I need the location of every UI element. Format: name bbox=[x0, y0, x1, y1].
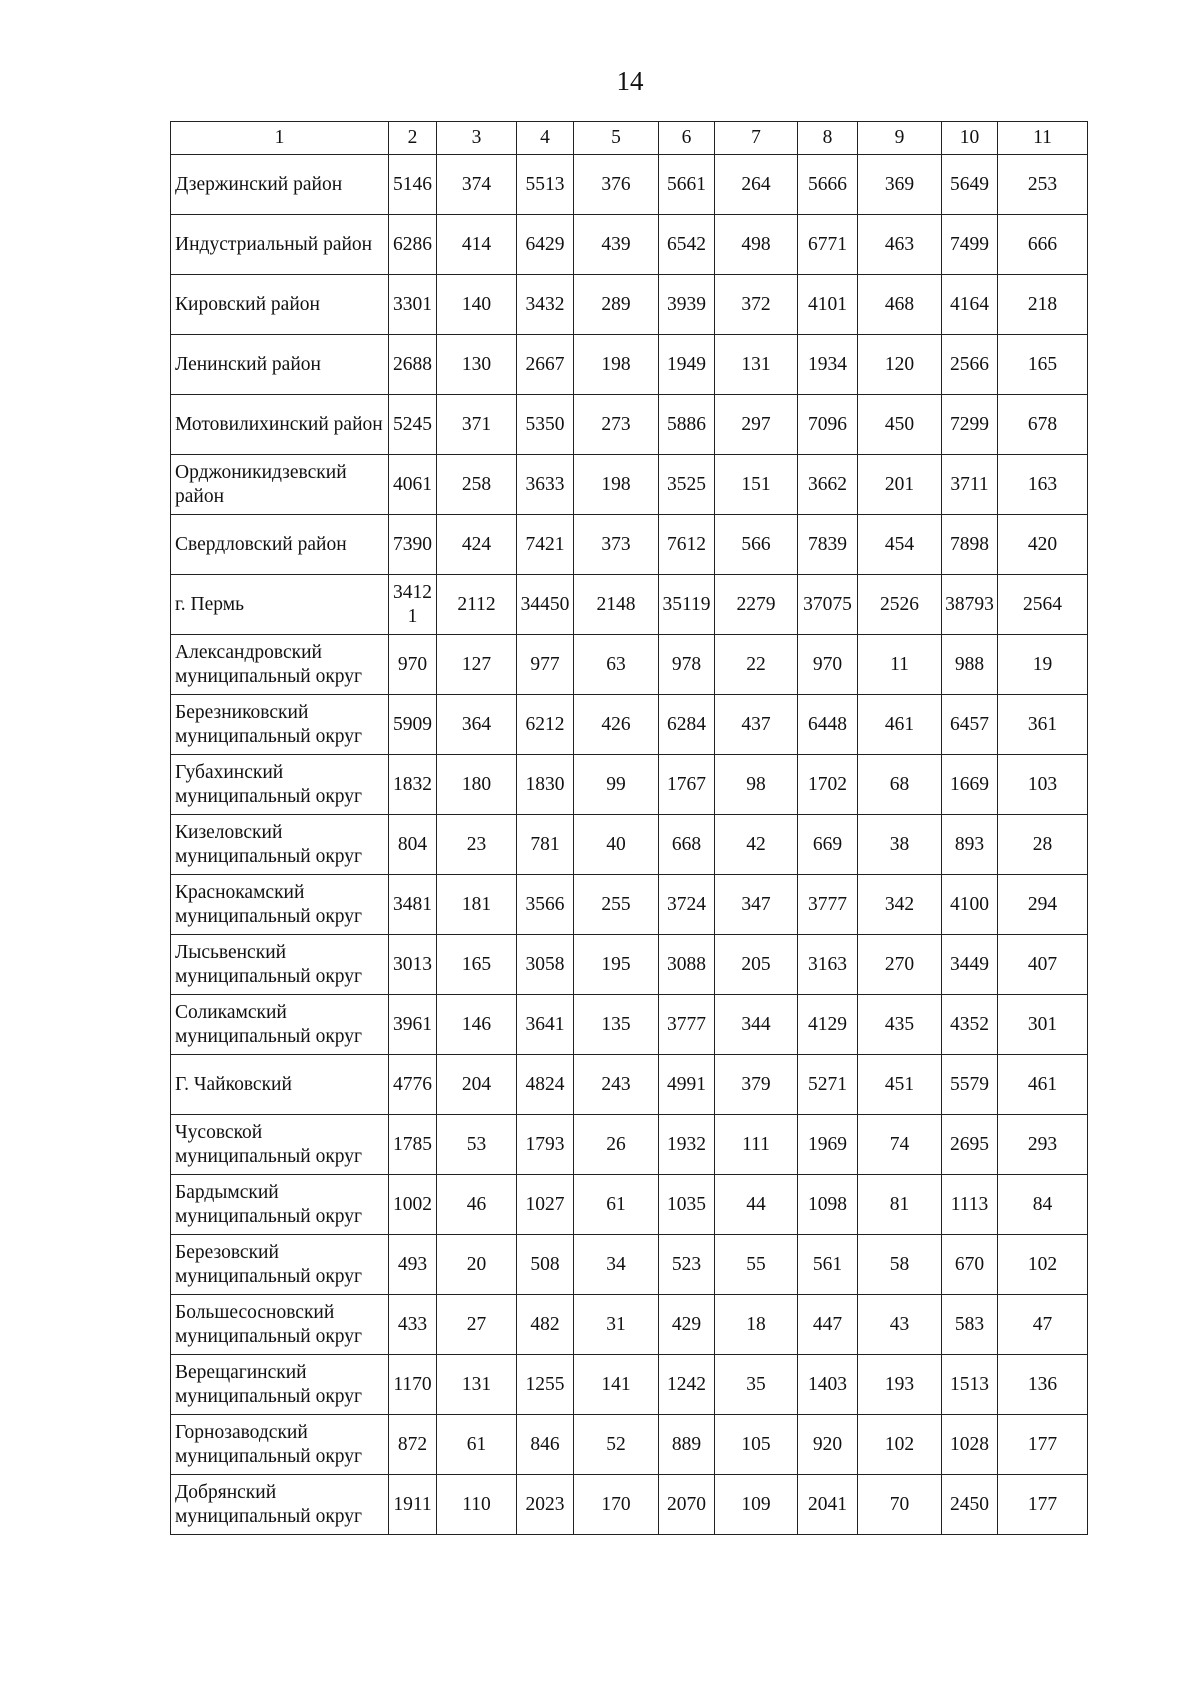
column-number-header: 9 bbox=[858, 122, 942, 155]
value-cell: 68 bbox=[858, 755, 942, 815]
value-cell: 198 bbox=[574, 335, 659, 395]
value-cell: 1785 bbox=[389, 1115, 437, 1175]
value-cell: 1035 bbox=[659, 1175, 715, 1235]
value-cell: 429 bbox=[659, 1295, 715, 1355]
value-cell: 3525 bbox=[659, 455, 715, 515]
value-cell: 508 bbox=[517, 1235, 574, 1295]
value-cell: 135 bbox=[574, 995, 659, 1055]
value-cell: 889 bbox=[659, 1415, 715, 1475]
value-cell: 2070 bbox=[659, 1475, 715, 1535]
territory-name-cell: Соликамский муниципальный округ bbox=[171, 995, 389, 1055]
value-cell: 63 bbox=[574, 635, 659, 695]
value-cell: 1028 bbox=[942, 1415, 998, 1475]
value-cell: 2695 bbox=[942, 1115, 998, 1175]
value-cell: 103 bbox=[998, 755, 1088, 815]
value-cell: 27 bbox=[437, 1295, 517, 1355]
value-cell: 451 bbox=[858, 1055, 942, 1115]
value-cell: 583 bbox=[942, 1295, 998, 1355]
table-row bbox=[171, 815, 1088, 875]
value-cell: 407 bbox=[998, 935, 1088, 995]
value-cell: 1513 bbox=[942, 1355, 998, 1415]
column-number-header: 10 bbox=[942, 122, 998, 155]
territory-name-cell: Индустриальный район bbox=[171, 215, 389, 275]
value-cell: 165 bbox=[437, 935, 517, 995]
value-cell: 111 bbox=[715, 1115, 798, 1175]
value-cell: 43 bbox=[858, 1295, 942, 1355]
value-cell: 35119 bbox=[659, 575, 715, 635]
territory-name-cell: Добрянский муниципальный округ bbox=[171, 1475, 389, 1535]
value-cell: 105 bbox=[715, 1415, 798, 1475]
table-row bbox=[171, 1415, 1088, 1475]
value-cell: 5579 bbox=[942, 1055, 998, 1115]
value-cell: 424 bbox=[437, 515, 517, 575]
value-cell: 243 bbox=[574, 1055, 659, 1115]
value-cell: 461 bbox=[998, 1055, 1088, 1115]
value-cell: 177 bbox=[998, 1415, 1088, 1475]
value-cell: 294 bbox=[998, 875, 1088, 935]
value-cell: 74 bbox=[858, 1115, 942, 1175]
value-cell: 2450 bbox=[942, 1475, 998, 1535]
table-header-row bbox=[171, 122, 1088, 155]
value-cell: 668 bbox=[659, 815, 715, 875]
table-row bbox=[171, 1475, 1088, 1535]
value-cell: 493 bbox=[389, 1235, 437, 1295]
value-cell: 3662 bbox=[798, 455, 858, 515]
value-cell: 2148 bbox=[574, 575, 659, 635]
territory-name-cell: Александровский муниципальный округ bbox=[171, 635, 389, 695]
value-cell: 450 bbox=[858, 395, 942, 455]
value-cell: 3777 bbox=[659, 995, 715, 1055]
value-cell: 204 bbox=[437, 1055, 517, 1115]
table-row bbox=[171, 695, 1088, 755]
value-cell: 3432 bbox=[517, 275, 574, 335]
value-cell: 5666 bbox=[798, 155, 858, 215]
value-cell: 678 bbox=[998, 395, 1088, 455]
column-number-header: 8 bbox=[798, 122, 858, 155]
value-cell: 4824 bbox=[517, 1055, 574, 1115]
value-cell: 1702 bbox=[798, 755, 858, 815]
value-cell: 3013 bbox=[389, 935, 437, 995]
value-cell: 344 bbox=[715, 995, 798, 1055]
value-cell: 61 bbox=[437, 1415, 517, 1475]
value-cell: 109 bbox=[715, 1475, 798, 1535]
value-cell: 6429 bbox=[517, 215, 574, 275]
value-cell: 7299 bbox=[942, 395, 998, 455]
value-cell: 35 bbox=[715, 1355, 798, 1415]
value-cell: 454 bbox=[858, 515, 942, 575]
value-cell: 201 bbox=[858, 455, 942, 515]
territory-name-cell: Верещагинский муниципальный округ bbox=[171, 1355, 389, 1415]
value-cell: 165 bbox=[998, 335, 1088, 395]
column-number-header: 2 bbox=[389, 122, 437, 155]
value-cell: 26 bbox=[574, 1115, 659, 1175]
value-cell: 1002 bbox=[389, 1175, 437, 1235]
value-cell: 6284 bbox=[659, 695, 715, 755]
value-cell: 447 bbox=[798, 1295, 858, 1355]
value-cell: 11 bbox=[858, 635, 942, 695]
value-cell: 258 bbox=[437, 455, 517, 515]
value-cell: 52 bbox=[574, 1415, 659, 1475]
value-cell: 893 bbox=[942, 815, 998, 875]
value-cell: 372 bbox=[715, 275, 798, 335]
value-cell: 5649 bbox=[942, 155, 998, 215]
value-cell: 55 bbox=[715, 1235, 798, 1295]
value-cell: 136 bbox=[998, 1355, 1088, 1415]
value-cell: 666 bbox=[998, 215, 1088, 275]
value-cell: 2023 bbox=[517, 1475, 574, 1535]
value-cell: 3088 bbox=[659, 935, 715, 995]
value-cell: 970 bbox=[798, 635, 858, 695]
value-cell: 7390 bbox=[389, 515, 437, 575]
value-cell: 1255 bbox=[517, 1355, 574, 1415]
value-cell: 3633 bbox=[517, 455, 574, 515]
territory-name-cell: Бардымский муниципальный округ bbox=[171, 1175, 389, 1235]
value-cell: 1767 bbox=[659, 755, 715, 815]
value-cell: 293 bbox=[998, 1115, 1088, 1175]
value-cell: 253 bbox=[998, 155, 1088, 215]
value-cell: 34121 bbox=[389, 575, 437, 635]
value-cell: 18 bbox=[715, 1295, 798, 1355]
table-row bbox=[171, 515, 1088, 575]
value-cell: 264 bbox=[715, 155, 798, 215]
value-cell: 6448 bbox=[798, 695, 858, 755]
territory-name-cell: Березовский муниципальный округ bbox=[171, 1235, 389, 1295]
table-row bbox=[171, 1355, 1088, 1415]
value-cell: 439 bbox=[574, 215, 659, 275]
value-cell: 102 bbox=[858, 1415, 942, 1475]
value-cell: 523 bbox=[659, 1235, 715, 1295]
column-number-header: 5 bbox=[574, 122, 659, 155]
value-cell: 102 bbox=[998, 1235, 1088, 1295]
table-row bbox=[171, 1175, 1088, 1235]
territory-name-cell: Кировский район bbox=[171, 275, 389, 335]
table-row bbox=[171, 275, 1088, 335]
value-cell: 7898 bbox=[942, 515, 998, 575]
value-cell: 270 bbox=[858, 935, 942, 995]
table-row bbox=[171, 455, 1088, 515]
value-cell: 5886 bbox=[659, 395, 715, 455]
territory-name-cell: Г. Чайковский bbox=[171, 1055, 389, 1115]
value-cell: 218 bbox=[998, 275, 1088, 335]
value-cell: 193 bbox=[858, 1355, 942, 1415]
table-row bbox=[171, 995, 1088, 1055]
value-cell: 6457 bbox=[942, 695, 998, 755]
value-cell: 127 bbox=[437, 635, 517, 695]
value-cell: 414 bbox=[437, 215, 517, 275]
column-number-header: 1 bbox=[171, 122, 389, 155]
value-cell: 7421 bbox=[517, 515, 574, 575]
value-cell: 1170 bbox=[389, 1355, 437, 1415]
value-cell: 3711 bbox=[942, 455, 998, 515]
value-cell: 81 bbox=[858, 1175, 942, 1235]
territory-name-cell: Лысьвенский муниципальный округ bbox=[171, 935, 389, 995]
table-row bbox=[171, 635, 1088, 695]
value-cell: 163 bbox=[998, 455, 1088, 515]
value-cell: 130 bbox=[437, 335, 517, 395]
value-cell: 151 bbox=[715, 455, 798, 515]
territory-name-cell: Чусовской муниципальный округ bbox=[171, 1115, 389, 1175]
value-cell: 566 bbox=[715, 515, 798, 575]
value-cell: 1793 bbox=[517, 1115, 574, 1175]
territory-name-cell: Дзержинский район bbox=[171, 155, 389, 215]
value-cell: 58 bbox=[858, 1235, 942, 1295]
value-cell: 3641 bbox=[517, 995, 574, 1055]
value-cell: 5146 bbox=[389, 155, 437, 215]
value-cell: 23 bbox=[437, 815, 517, 875]
value-cell: 4776 bbox=[389, 1055, 437, 1115]
table-row bbox=[171, 395, 1088, 455]
table-row bbox=[171, 1115, 1088, 1175]
value-cell: 435 bbox=[858, 995, 942, 1055]
value-cell: 46 bbox=[437, 1175, 517, 1235]
value-cell: 42 bbox=[715, 815, 798, 875]
table-row bbox=[171, 155, 1088, 215]
value-cell: 461 bbox=[858, 695, 942, 755]
value-cell: 5513 bbox=[517, 155, 574, 215]
value-cell: 110 bbox=[437, 1475, 517, 1535]
territory-name-cell: Кизеловский муниципальный округ bbox=[171, 815, 389, 875]
value-cell: 988 bbox=[942, 635, 998, 695]
value-cell: 3449 bbox=[942, 935, 998, 995]
value-cell: 1832 bbox=[389, 755, 437, 815]
column-number-header: 3 bbox=[437, 122, 517, 155]
column-number-header: 7 bbox=[715, 122, 798, 155]
value-cell: 7839 bbox=[798, 515, 858, 575]
value-cell: 1932 bbox=[659, 1115, 715, 1175]
value-cell: 1669 bbox=[942, 755, 998, 815]
value-cell: 3939 bbox=[659, 275, 715, 335]
value-cell: 5909 bbox=[389, 695, 437, 755]
value-cell: 437 bbox=[715, 695, 798, 755]
value-cell: 28 bbox=[998, 815, 1088, 875]
value-cell: 371 bbox=[437, 395, 517, 455]
value-cell: 2566 bbox=[942, 335, 998, 395]
table-row bbox=[171, 335, 1088, 395]
value-cell: 1911 bbox=[389, 1475, 437, 1535]
value-cell: 463 bbox=[858, 215, 942, 275]
column-number-header: 4 bbox=[517, 122, 574, 155]
value-cell: 7499 bbox=[942, 215, 998, 275]
value-cell: 181 bbox=[437, 875, 517, 935]
value-cell: 369 bbox=[858, 155, 942, 215]
table-row bbox=[171, 1235, 1088, 1295]
value-cell: 84 bbox=[998, 1175, 1088, 1235]
value-cell: 1027 bbox=[517, 1175, 574, 1235]
value-cell: 3481 bbox=[389, 875, 437, 935]
value-cell: 2688 bbox=[389, 335, 437, 395]
value-cell: 4991 bbox=[659, 1055, 715, 1115]
value-cell: 342 bbox=[858, 875, 942, 935]
value-cell: 1969 bbox=[798, 1115, 858, 1175]
value-cell: 146 bbox=[437, 995, 517, 1055]
value-cell: 180 bbox=[437, 755, 517, 815]
territory-name-cell: Губахинский муниципальный округ bbox=[171, 755, 389, 815]
value-cell: 781 bbox=[517, 815, 574, 875]
page-number: 14 bbox=[616, 66, 644, 96]
value-cell: 379 bbox=[715, 1055, 798, 1115]
table-row bbox=[171, 1295, 1088, 1355]
value-cell: 31 bbox=[574, 1295, 659, 1355]
value-cell: 420 bbox=[998, 515, 1088, 575]
territory-name-cell: г. Пермь bbox=[171, 575, 389, 635]
value-cell: 364 bbox=[437, 695, 517, 755]
value-cell: 1242 bbox=[659, 1355, 715, 1415]
value-cell: 47 bbox=[998, 1295, 1088, 1355]
value-cell: 6286 bbox=[389, 215, 437, 275]
value-cell: 482 bbox=[517, 1295, 574, 1355]
value-cell: 98 bbox=[715, 755, 798, 815]
value-cell: 1113 bbox=[942, 1175, 998, 1235]
value-cell: 289 bbox=[574, 275, 659, 335]
value-cell: 468 bbox=[858, 275, 942, 335]
territory-name-cell: Орджоникидзевский район bbox=[171, 455, 389, 515]
value-cell: 920 bbox=[798, 1415, 858, 1475]
value-cell: 20 bbox=[437, 1235, 517, 1295]
value-cell: 376 bbox=[574, 155, 659, 215]
value-cell: 2279 bbox=[715, 575, 798, 635]
territory-name-cell: Свердловский район bbox=[171, 515, 389, 575]
value-cell: 426 bbox=[574, 695, 659, 755]
value-cell: 3058 bbox=[517, 935, 574, 995]
value-cell: 1934 bbox=[798, 335, 858, 395]
value-cell: 70 bbox=[858, 1475, 942, 1535]
value-cell: 177 bbox=[998, 1475, 1088, 1535]
value-cell: 3724 bbox=[659, 875, 715, 935]
value-cell: 34 bbox=[574, 1235, 659, 1295]
statistics-table-wrapper bbox=[170, 121, 1088, 1535]
value-cell: 38 bbox=[858, 815, 942, 875]
value-cell: 131 bbox=[715, 335, 798, 395]
value-cell: 4101 bbox=[798, 275, 858, 335]
value-cell: 5350 bbox=[517, 395, 574, 455]
value-cell: 1098 bbox=[798, 1175, 858, 1235]
value-cell: 40 bbox=[574, 815, 659, 875]
value-cell: 255 bbox=[574, 875, 659, 935]
table-row bbox=[171, 875, 1088, 935]
value-cell: 4061 bbox=[389, 455, 437, 515]
column-number-header: 6 bbox=[659, 122, 715, 155]
value-cell: 3163 bbox=[798, 935, 858, 995]
value-cell: 170 bbox=[574, 1475, 659, 1535]
value-cell: 4164 bbox=[942, 275, 998, 335]
value-cell: 22 bbox=[715, 635, 798, 695]
value-cell: 120 bbox=[858, 335, 942, 395]
value-cell: 297 bbox=[715, 395, 798, 455]
value-cell: 4352 bbox=[942, 995, 998, 1055]
table-row bbox=[171, 755, 1088, 815]
value-cell: 1830 bbox=[517, 755, 574, 815]
value-cell: 373 bbox=[574, 515, 659, 575]
value-cell: 140 bbox=[437, 275, 517, 335]
value-cell: 7612 bbox=[659, 515, 715, 575]
value-cell: 53 bbox=[437, 1115, 517, 1175]
value-cell: 6542 bbox=[659, 215, 715, 275]
territory-name-cell: Горнозаводский муниципальный округ bbox=[171, 1415, 389, 1475]
value-cell: 205 bbox=[715, 935, 798, 995]
value-cell: 6212 bbox=[517, 695, 574, 755]
value-cell: 99 bbox=[574, 755, 659, 815]
statistics-table bbox=[170, 121, 1088, 1535]
value-cell: 361 bbox=[998, 695, 1088, 755]
value-cell: 141 bbox=[574, 1355, 659, 1415]
territory-name-cell: Мотовилихинский район bbox=[171, 395, 389, 455]
table-row bbox=[171, 1055, 1088, 1115]
value-cell: 669 bbox=[798, 815, 858, 875]
value-cell: 4100 bbox=[942, 875, 998, 935]
value-cell: 37075 bbox=[798, 575, 858, 635]
value-cell: 131 bbox=[437, 1355, 517, 1415]
value-cell: 38793 bbox=[942, 575, 998, 635]
value-cell: 2041 bbox=[798, 1475, 858, 1535]
territory-name-cell: Березниковский муниципальный округ bbox=[171, 695, 389, 755]
value-cell: 2526 bbox=[858, 575, 942, 635]
value-cell: 5245 bbox=[389, 395, 437, 455]
value-cell: 3566 bbox=[517, 875, 574, 935]
value-cell: 1403 bbox=[798, 1355, 858, 1415]
value-cell: 2667 bbox=[517, 335, 574, 395]
territory-name-cell: Краснокамский муниципальный округ bbox=[171, 875, 389, 935]
value-cell: 3301 bbox=[389, 275, 437, 335]
value-cell: 374 bbox=[437, 155, 517, 215]
table-row bbox=[171, 575, 1088, 635]
value-cell: 5661 bbox=[659, 155, 715, 215]
value-cell: 846 bbox=[517, 1415, 574, 1475]
value-cell: 1949 bbox=[659, 335, 715, 395]
table-row bbox=[171, 935, 1088, 995]
value-cell: 195 bbox=[574, 935, 659, 995]
value-cell: 970 bbox=[389, 635, 437, 695]
value-cell: 44 bbox=[715, 1175, 798, 1235]
value-cell: 61 bbox=[574, 1175, 659, 1235]
table-body bbox=[171, 122, 1088, 1535]
value-cell: 498 bbox=[715, 215, 798, 275]
value-cell: 978 bbox=[659, 635, 715, 695]
column-number-header: 11 bbox=[998, 122, 1088, 155]
value-cell: 7096 bbox=[798, 395, 858, 455]
value-cell: 3777 bbox=[798, 875, 858, 935]
value-cell: 6771 bbox=[798, 215, 858, 275]
value-cell: 4129 bbox=[798, 995, 858, 1055]
value-cell: 347 bbox=[715, 875, 798, 935]
territory-name-cell: Большесосновский муниципальный округ bbox=[171, 1295, 389, 1355]
value-cell: 3961 bbox=[389, 995, 437, 1055]
value-cell: 872 bbox=[389, 1415, 437, 1475]
value-cell: 561 bbox=[798, 1235, 858, 1295]
value-cell: 34450 bbox=[517, 575, 574, 635]
value-cell: 670 bbox=[942, 1235, 998, 1295]
value-cell: 804 bbox=[389, 815, 437, 875]
value-cell: 301 bbox=[998, 995, 1088, 1055]
value-cell: 198 bbox=[574, 455, 659, 515]
value-cell: 2112 bbox=[437, 575, 517, 635]
table-row bbox=[171, 215, 1088, 275]
value-cell: 977 bbox=[517, 635, 574, 695]
value-cell: 433 bbox=[389, 1295, 437, 1355]
territory-name-cell: Ленинский район bbox=[171, 335, 389, 395]
value-cell: 2564 bbox=[998, 575, 1088, 635]
value-cell: 19 bbox=[998, 635, 1088, 695]
value-cell: 5271 bbox=[798, 1055, 858, 1115]
value-cell: 273 bbox=[574, 395, 659, 455]
